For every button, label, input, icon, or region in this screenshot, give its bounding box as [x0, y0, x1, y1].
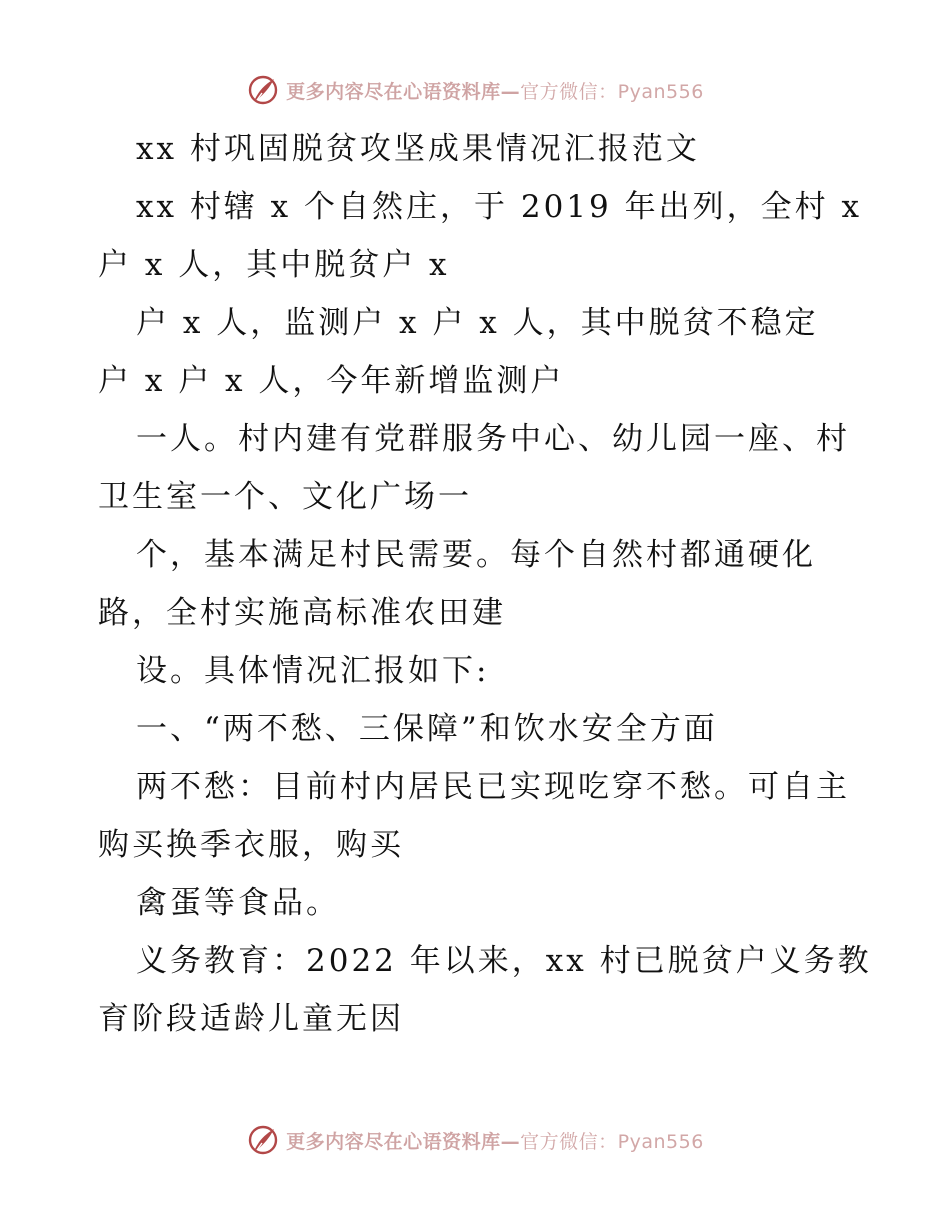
header-banner: [0, 70, 950, 110]
paragraph-line: 育阶段适龄儿童无因: [98, 1001, 404, 1037]
document-title: xx 村巩固脱贫攻坚成果情况汇报范文: [136, 131, 700, 167]
section-heading: 一、“两不愁、三保障”和饮水安全方面: [136, 711, 718, 747]
paragraph-line: 一人。村内建有党群服务中心、幼儿园一座、村: [136, 421, 850, 457]
paragraph-line: 设。具体情况汇报如下:: [136, 653, 490, 689]
footer-banner: [0, 1120, 950, 1160]
paragraph-line: 义务教育：2022 年以来，xx 村已脱贫户义务教: [136, 943, 872, 979]
paragraph-line: 个，基本满足村民需要。每个自然村都通硬化: [136, 537, 816, 573]
paragraph-line: 户 x 人，监测户 x 户 x 人，其中脱贫不稳定: [136, 305, 819, 341]
header-slogan: 更多内容尽在心语资料库—官方微信：Pyan556: [286, 80, 704, 103]
paragraph-line: 购买换季衣服，购买: [98, 827, 404, 863]
footer-slogan: 更多内容尽在心语资料库—官方微信：Pyan556: [286, 1130, 704, 1153]
paragraph-line: 禽蛋等食品。: [136, 885, 340, 921]
paragraph-line: 户 x 人，其中脱贫户 x: [98, 247, 450, 283]
paragraph-line: 路，全村实施高标准农田建: [98, 595, 506, 631]
quill-pen-logo-icon: [246, 1123, 280, 1157]
paragraph-line: xx 村辖 x 个自然庄，于 2019 年出列，全村 x: [136, 189, 862, 225]
paragraph-line: 户 x 户 x 人，今年新增监测户: [98, 363, 565, 399]
quill-pen-logo-icon: [246, 73, 280, 107]
paragraph-line: 两不愁：目前村内居民已实现吃穿不愁。可自主: [136, 769, 850, 805]
paragraph-line: 卫生室一个、文化广场一: [98, 479, 472, 515]
